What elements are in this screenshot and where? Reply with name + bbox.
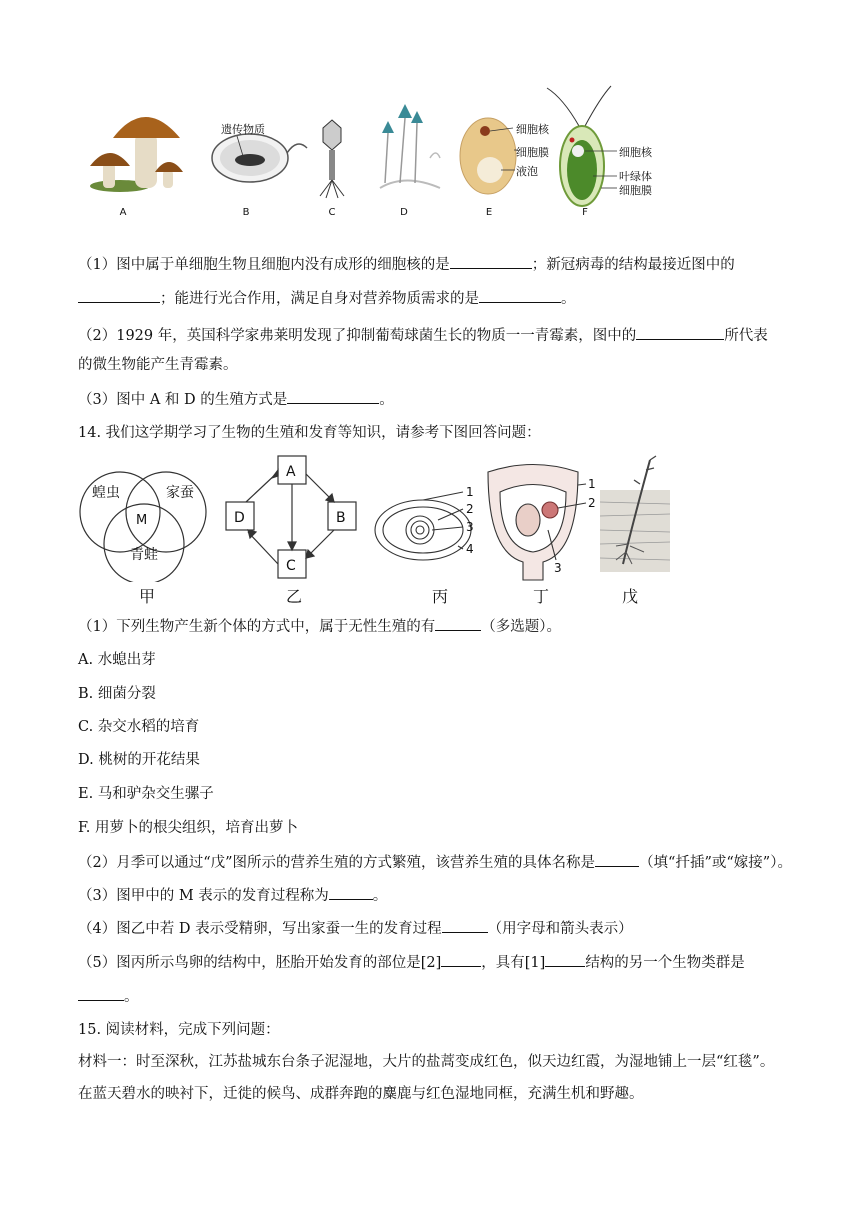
- figure-label-jia: 甲: [138, 587, 155, 606]
- venn-label-m: M: [136, 513, 148, 528]
- q14-sub5-line1: （5）图丙所示鸟卵的结构中，胚胎开始发育的部位是[2] ，具有[1] 结构的另一个生物类群是: [78, 952, 745, 973]
- plant-cutting-diagram: [600, 456, 670, 572]
- answer-blank[interactable]: [441, 952, 481, 967]
- answer-blank[interactable]: [78, 986, 124, 1001]
- answer-blank[interactable]: [450, 254, 532, 269]
- egg-number-1: 1: [466, 485, 474, 499]
- cycle-label-a: A: [286, 464, 296, 480]
- q14-sub2: （2）月季可以通过“戊”图所示的营养生殖的方式繁殖，该营养生殖的具体名称是 （填“扦插”或“嫁接”）。: [78, 852, 792, 873]
- q13-part1-line2: ；能进行光合作用，满足自身对营养物质需求的是 。: [78, 288, 576, 309]
- mushroom-illustration: [90, 117, 183, 192]
- q13-part2-line2: 的微生物能产生青霉素。: [78, 357, 238, 373]
- cycle-label-d: D: [234, 510, 245, 526]
- uterus-number-3: 3: [554, 561, 562, 575]
- venn-label-locust: 蝗虫: [92, 485, 120, 501]
- option-a[interactable]: A. 水螅出芽: [78, 652, 156, 668]
- answer-blank[interactable]: [479, 288, 561, 303]
- cycle-label-b: B: [336, 510, 346, 526]
- answer-blank[interactable]: [636, 325, 724, 340]
- f-annotation-nucleus: 细胞核: [619, 146, 652, 159]
- q14-sub5-line2: 。: [78, 986, 139, 1007]
- answer-blank[interactable]: [78, 288, 160, 303]
- f-annotation-chloroplast: 叶绿体: [619, 170, 652, 183]
- e-annotation-membrane: 细胞膜: [516, 146, 549, 159]
- q13-part2-line1: （2）1929 年，英国科学家弗莱明发现了抑制葡萄球菌生长的物质一一青霉素，图中的 所代表: [78, 325, 768, 346]
- answer-blank[interactable]: [329, 885, 373, 900]
- figure-label-yi: 乙: [285, 587, 302, 606]
- figure-label-wu: 戊: [621, 587, 638, 606]
- e-annotation-nucleus: 细胞核: [516, 123, 549, 136]
- figure-label-bing: 丙: [431, 587, 448, 606]
- q13-part1-line1: （1）图中属于单细胞生物且细胞内没有成形的细胞核的是 ；新冠病毒的结构最接近图中的: [78, 254, 735, 275]
- bacterium-illustration: [212, 134, 307, 182]
- uterus-number-1: 1: [588, 477, 596, 491]
- option-f[interactable]: F. 用萝卜的根尖组织，培育出萝卜: [78, 820, 299, 836]
- virus-illustration: [320, 120, 344, 198]
- answer-blank[interactable]: [287, 389, 379, 404]
- bird-egg-diagram: [375, 492, 471, 560]
- option-d[interactable]: D. 桃树的开花结果: [78, 752, 200, 768]
- option-b[interactable]: B. 细菌分裂: [78, 686, 156, 702]
- answer-blank[interactable]: [442, 918, 488, 933]
- q14-sub3: （3）图甲中的 M 表示的发育过程称为 。: [78, 885, 387, 906]
- uterus-diagram: [488, 465, 586, 581]
- figure-label-e: E: [485, 207, 493, 218]
- b-annotation: 遗传物质: [221, 123, 265, 136]
- option-c[interactable]: C. 杂交水稻的培育: [78, 719, 200, 735]
- egg-number-2: 2: [466, 502, 474, 516]
- q13-part3: （3）图中 A 和 D 的生殖方式是 。: [78, 389, 394, 410]
- mold-illustration: [380, 104, 440, 188]
- figure-label-a: A: [119, 207, 127, 218]
- q14-title: 14. 我们这学期学习了生物的生殖和发育等知识，请参考下图回答问题：: [78, 425, 541, 441]
- chlamydomonas-illustration: [547, 86, 617, 206]
- e-annotation-vacuole: 液泡: [516, 165, 538, 178]
- figure-reproduction: [78, 452, 688, 582]
- figure-label-c: C: [328, 207, 336, 218]
- option-e[interactable]: E. 马和驴杂交生骡子: [78, 786, 214, 802]
- figure-label-d: D: [400, 207, 408, 218]
- figure-label-ding: 丁: [532, 587, 549, 606]
- q14-sub1: （1）下列生物产生新个体的方式中，属于无性生殖的有 （多选题）。: [78, 616, 561, 637]
- yeast-cell-illustration: [460, 118, 517, 194]
- answer-blank[interactable]: [435, 616, 481, 631]
- q15-material1-line1: 材料一：时至深秋，江苏盐城东台条子泥湿地，大片的盐蒿变成红色，似天边红霞，为湿地铺上一层“红毯”。: [78, 1054, 775, 1070]
- figure-microorganisms: [85, 78, 685, 228]
- answer-blank[interactable]: [545, 952, 585, 967]
- q15-title: 15. 阅读材料，完成下列问题：: [78, 1022, 280, 1038]
- venn-label-frog: 青蛙: [130, 547, 158, 563]
- f-annotation-membrane: 细胞膜: [619, 184, 652, 197]
- q15-material1-line2: 在蓝天碧水的映衬下，迁徙的候鸟、成群奔跑的麋鹿与红色湿地同框，充满生机和野趣。: [78, 1086, 644, 1102]
- answer-blank[interactable]: [595, 852, 639, 867]
- egg-number-4: 4: [466, 542, 474, 556]
- figure-label-b: B: [242, 207, 250, 218]
- venn-label-silkworm: 家蚕: [166, 485, 194, 501]
- q14-sub4: （4）图乙中若 D 表示受精卵，写出家蚕一生的发育过程 （用字母和箭头表示）: [78, 918, 633, 939]
- figure-label-f: F: [582, 207, 588, 218]
- uterus-number-2: 2: [588, 496, 596, 510]
- cycle-label-c: C: [286, 558, 296, 574]
- egg-number-3: 3: [466, 520, 474, 534]
